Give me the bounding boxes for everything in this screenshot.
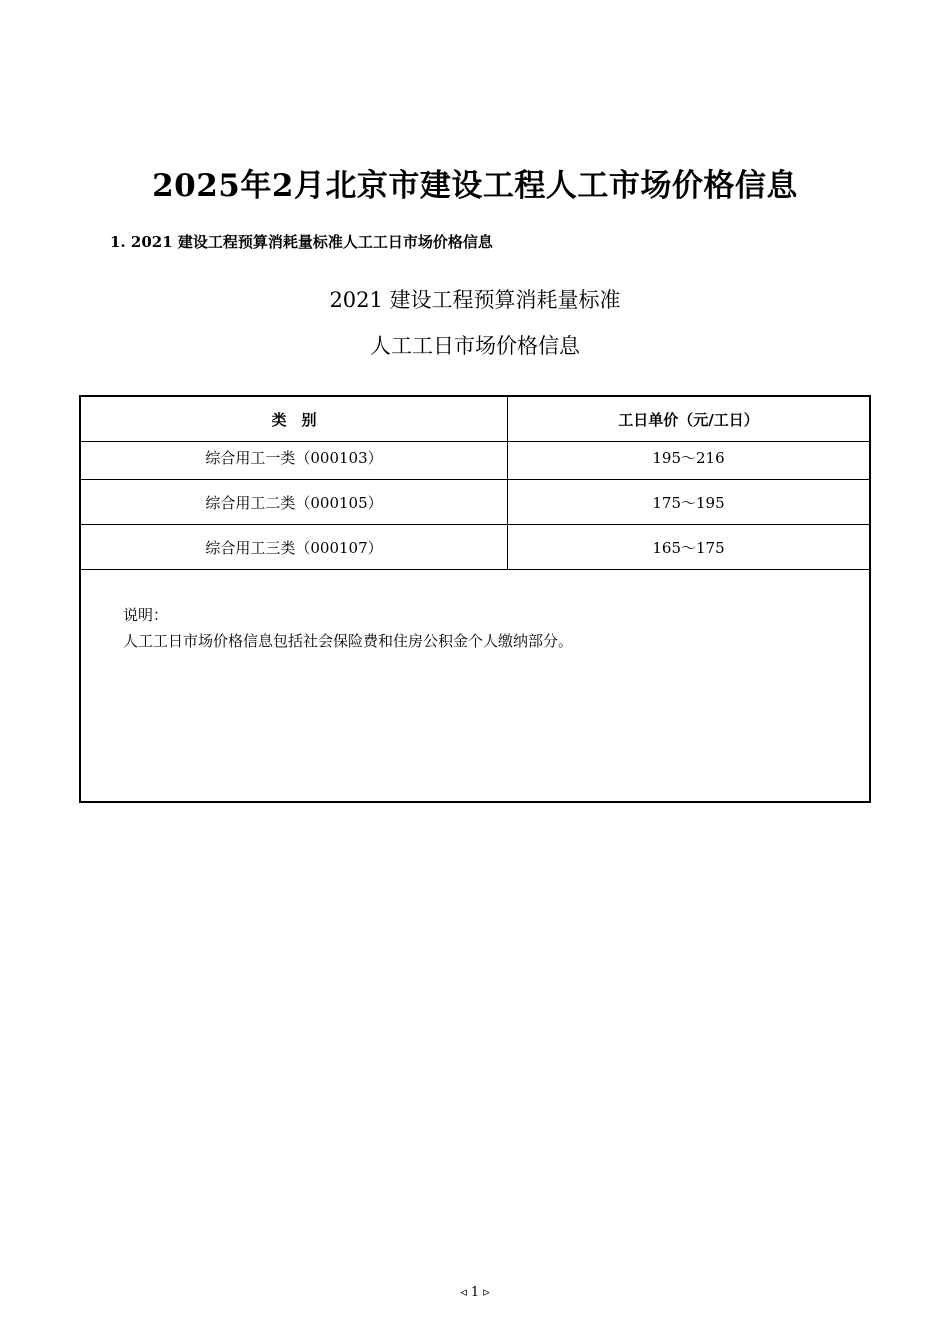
table-title-line-2: 人工工日市场价格信息 [370, 334, 580, 358]
price-table [79, 395, 871, 803]
row-price: 175～195 [652, 493, 725, 512]
row-category: 综合用工一类（000103） [81, 435, 508, 479]
row-category: 综合用工三类（000107） [81, 525, 508, 569]
table-row [81, 525, 869, 570]
note-label: 说明： [123, 606, 169, 624]
notes-section [81, 572, 869, 801]
header-unit-price: 工日单价（元/工日） [618, 410, 759, 429]
row-price: 165～175 [652, 538, 725, 557]
note-text: 人工工日市场价格信息包括社会保险费和住房公积金个人缴纳部分。 [123, 632, 574, 650]
header-category: 类 别 [81, 397, 508, 441]
table-title-line-1: 2021 建设工程预算消耗量标准 [329, 288, 621, 312]
row-category: 综合用工二类（000105） [81, 480, 508, 524]
page-number: ◃ 1 ▹ [460, 1285, 490, 1300]
row-price: 195～216 [652, 448, 725, 467]
page-title: 2025年2月北京市建设工程人工市场价格信息 [152, 168, 798, 204]
section-heading: 1. 2021 建设工程预算消耗量标准人工工日市场价格信息 [110, 233, 493, 251]
table-row [81, 435, 869, 480]
table-row [81, 480, 869, 525]
